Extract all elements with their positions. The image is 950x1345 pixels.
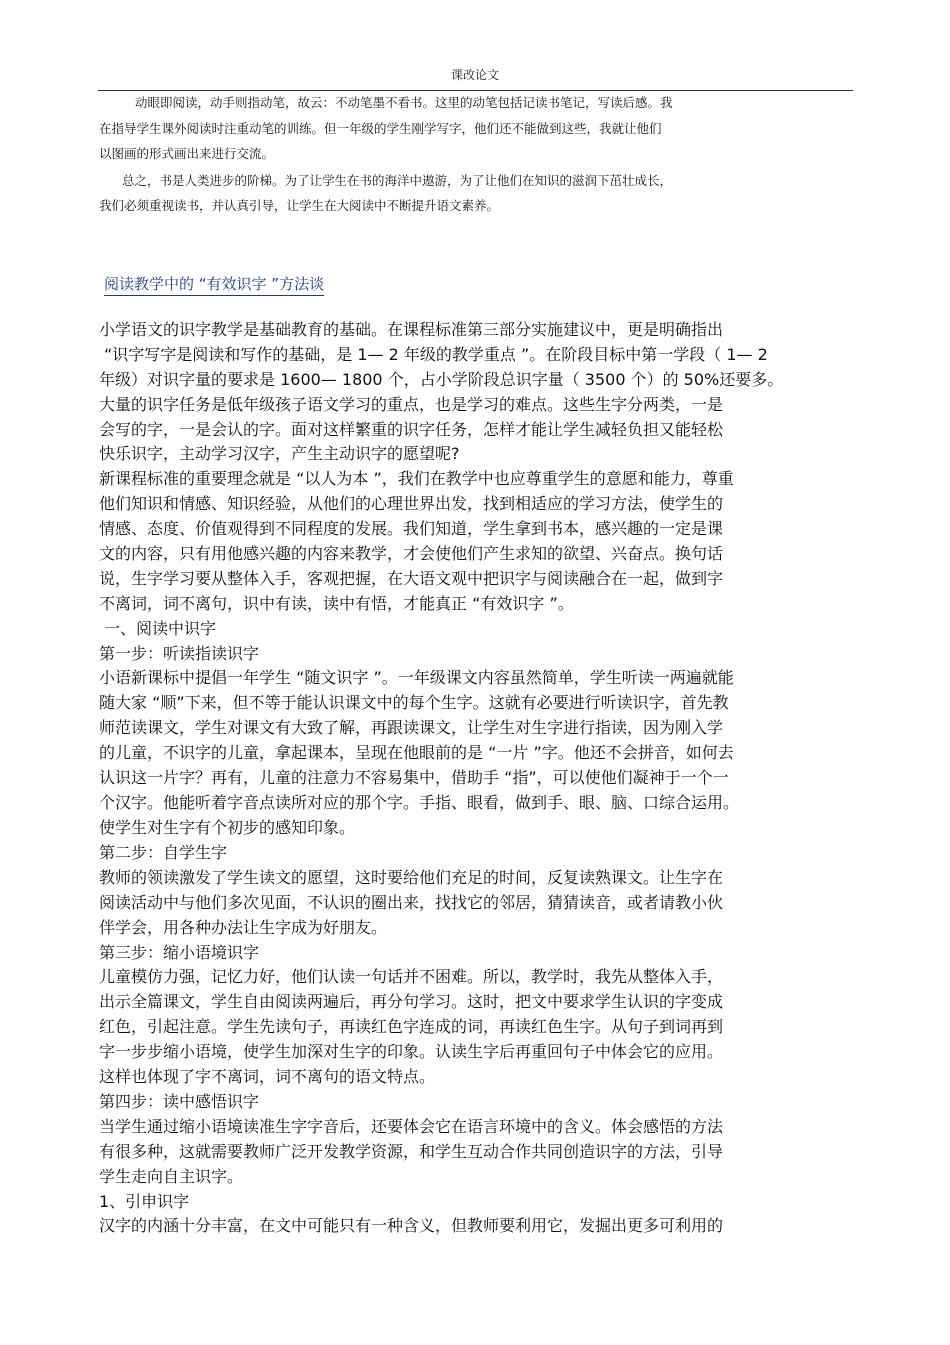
body-line: 新课程标准的重要理念就是 “以人为本 ”，我们在教学中也应尊重学生的意愿和能力，尊重	[99, 469, 734, 488]
body-line: 教师的领读激发了学生读文的愿望，这时要给他们充足的时间，反复读熟课文。让生字在	[99, 868, 724, 887]
body-line: 说，生字学习要从整体入手，客观把握，在大语文观中把识字与阅读融合在一起，做到字	[99, 569, 724, 588]
body-line: 情感、态度、价值观得到不同程度的发展。我们知道，学生拿到书本，感兴趣的一定是课	[99, 519, 724, 538]
intro-line: 在指导学生课外阅读时注重动笔的训练。但一年级的学生刚学写字，他们还不能做到这些，我就让他们	[99, 121, 662, 136]
body-line: 字一步步缩小语境，使学生加深对生字的印象。认读生字后再重回句子中体会它的应用。	[99, 1042, 724, 1061]
body-line: 这样也体现了字不离词，词不离句的语文特点。	[99, 1067, 436, 1086]
body-line: 的儿童，不识字的儿童，拿起课本，呈现在他眼前的是 “一片 ”字。他还不会拼音，如何去	[99, 743, 734, 762]
body-line: 小语新课标中提倡一年学生 “随文识字 ”。一年级课文内容虽然简单，学生听读一两遍就能	[99, 668, 734, 687]
step-heading: 第四步：读中感悟识字	[99, 1092, 260, 1111]
body-line: 儿童模仿力强，记忆力好，他们认读一句话并不困难。所以，教学时，我先从整体入手，	[99, 967, 724, 986]
body-line: 文的内容，只有用他感兴趣的内容来教学，才会使他们产生求知的欲望、兴奋点。换句话	[99, 544, 724, 563]
body-line: 伴学会，用各种办法让生字成为好朋友。	[99, 918, 388, 937]
step-heading: 第一步：听读指读识字	[99, 644, 260, 663]
intro-line: 我们必须重视读书，并认真引导，让学生在大阅读中不断提升语文素养。	[99, 198, 500, 213]
intro-line: 以图画的形式画出来进行交流。	[99, 146, 275, 161]
intro-line: 总之，书是人类进步的阶梯。为了让学生在书的海洋中遨游，为了让他们在知识的滋润下茁壮成长，	[122, 173, 673, 188]
body-line: 随大家 “顺”下来，但不等于能认识课文中的每个生字。这就有必要进行听读识字，首先教	[99, 693, 729, 712]
intro-line: 动眼即阅读，动手则指动笔，故云：不动笔墨不看书。这里的动笔包括记读书笔记，写读后感。我	[135, 95, 673, 110]
body-line: 汉字的内涵十分丰富，在文中可能只有一种含义，但教师要利用它，发掘出更多可利用的	[99, 1216, 724, 1235]
body-line: 个汉字。他能听着字音点读所对应的那个字。手指、眼看，做到手、眼、脑、口综合运用。	[99, 793, 740, 812]
step-heading: 第二步：自学生字	[99, 843, 228, 862]
body-line: 出示全篇课文，学生自由阅读两遍后，再分句学习。这时，把文中要求学生认识的字变成	[99, 992, 724, 1011]
body-line: 红色，引起注意。学生先读句子，再读红色字连成的词，再读红色生字。从句子到词再到	[99, 1017, 724, 1036]
body-line: 他们知识和情感、知识经验，从他们的心理世界出发，找到相适应的学习方法，使学生的	[99, 494, 724, 513]
body-line: 学生走向自主识字。	[99, 1167, 244, 1186]
body-line: 有很多种，这就需要教师广泛开发教学资源，和学生互动合作共同创造识字的方法，引导	[99, 1142, 724, 1161]
body-line: “识字写字是阅读和写作的基础，是 1— 2 年级的教学重点 ”。在阶段目标中第一学段（ 1— 2	[104, 345, 768, 364]
article-title: 阅读教学中的 “有效识字 ”方法谈	[104, 273, 324, 296]
body-line: 会写的字，一是会认的字。面对这样繁重的识字任务，怎样才能让学生减轻负担又能轻松	[99, 420, 724, 439]
body-line: 师范读课文，学生对课文有大致了解，再跟读课文，让学生对生字进行指读，因为刚入学	[99, 718, 724, 737]
body-line: 当学生通过缩小语境读准生字字音后，还要体会它在语言环境中的含义。体会感悟的方法	[99, 1117, 724, 1136]
subsection-heading: 1、引申识字	[99, 1192, 190, 1211]
body-line: 阅读活动中与他们多次见面，不认识的圈出来，找找它的邻居，猜猜读音，或者请教小伙	[99, 893, 724, 912]
step-heading: 第三步：缩小语境识字	[99, 943, 260, 962]
body-line: 大量的识字任务是低年级孩子语文学习的重点，也是学习的难点。这些生字分两类，一是	[99, 395, 724, 414]
body-line: 快乐识字，主动学习汉字，产生主动识字的愿望呢?	[99, 444, 460, 463]
page-header: 课改论文	[450, 68, 499, 82]
body-line: 认识这一片字？再有，儿童的注意力不容易集中，借助手 “指”，可以使他们凝神于一个一	[99, 768, 729, 787]
body-line: 年级）对识字量的要求是 1600— 1800 个，占小学阶段总识字量（ 3500 个）的 50%还要多。	[99, 370, 784, 389]
body-line: 使学生对生字有个初步的感知印象。	[99, 818, 356, 837]
header-divider	[98, 90, 853, 91]
section-heading: 一、阅读中识字	[104, 619, 217, 638]
body-line: 不离词，词不离句，识中有读，读中有悟，才能真正 “有效识字 ”。	[99, 594, 574, 613]
body-line: 小学语文的识字教学是基础教育的基础。在课程标准第三部分实施建议中，更是明确指出	[99, 320, 724, 339]
